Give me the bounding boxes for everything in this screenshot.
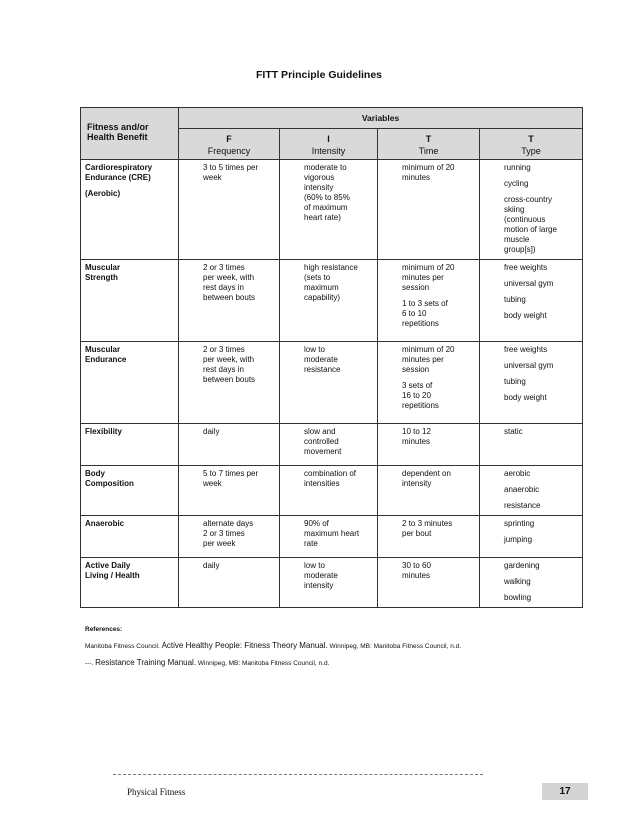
cell-text: (Aerobic) bbox=[85, 189, 121, 198]
reference-title: Active Healthy People: Fitness Theory Manual. bbox=[161, 641, 328, 650]
cell-text: daily bbox=[203, 427, 220, 436]
cell-i bbox=[280, 466, 378, 516]
cell-f bbox=[179, 260, 280, 342]
cell-text: low to moderate intensity bbox=[304, 561, 338, 590]
table-row bbox=[81, 558, 583, 608]
cell-text: high resistance (sets to maximum capability) bbox=[304, 263, 358, 302]
cell-type bbox=[480, 424, 583, 466]
cell-text: sprinting bbox=[504, 519, 535, 528]
column-header bbox=[280, 129, 378, 160]
cell-i bbox=[280, 160, 378, 260]
page-title: FITT Principle Guidelines bbox=[255, 69, 383, 81]
page-number: 17 bbox=[542, 783, 588, 800]
cell-text: alternate days 2 or 3 times per week bbox=[203, 519, 254, 548]
cell-f bbox=[179, 466, 280, 516]
cell-i bbox=[280, 558, 378, 608]
table-row bbox=[81, 342, 583, 424]
column-word: Intensity bbox=[311, 146, 346, 156]
benefit-cell bbox=[81, 466, 179, 516]
cell-text: Muscular Endurance bbox=[85, 345, 127, 364]
column-letter: T bbox=[425, 134, 432, 144]
cell-type bbox=[480, 342, 583, 424]
cell-text: minimum of 20 minutes bbox=[402, 163, 455, 182]
cell-t bbox=[378, 342, 480, 424]
table-row bbox=[81, 160, 583, 260]
cell-text: slow and controlled movement bbox=[304, 427, 342, 456]
table-row bbox=[81, 424, 583, 466]
cell-text: 3 to 5 times per week bbox=[203, 163, 259, 182]
cell-type bbox=[480, 558, 583, 608]
cell-text: universal gym bbox=[504, 279, 554, 288]
cell-text: 3 sets of 16 to 20 repetitions bbox=[402, 381, 439, 410]
reference-publisher: Winnipeg, MB: Manitoba Fitness Council, n.d. bbox=[196, 660, 330, 667]
cell-text: tubing bbox=[504, 377, 526, 386]
reference-1 bbox=[85, 641, 461, 652]
cell-type bbox=[480, 466, 583, 516]
cell-f bbox=[179, 342, 280, 424]
cell-text: Anaerobic bbox=[85, 519, 125, 528]
cell-text: running bbox=[504, 163, 531, 172]
cell-type bbox=[480, 516, 583, 558]
cell-text: 2 or 3 times per week, with rest days in between bouts bbox=[203, 263, 256, 302]
cell-f bbox=[179, 160, 280, 260]
cell-text: low to moderate resistance bbox=[304, 345, 341, 374]
reference-publisher: Winnipeg, MB: Manitoba Fitness Council, n.d. bbox=[327, 643, 462, 650]
benefit-header: Fitness and/or Health Benefit bbox=[81, 108, 179, 160]
reference-title: Resistance Training Manual. bbox=[95, 658, 197, 667]
column-word: Type bbox=[521, 146, 541, 156]
cell-text: 90% of maximum heart rate bbox=[304, 519, 360, 548]
cell-text: moderate to vigorous intensity (60% to 85% of maximum heart rate) bbox=[304, 163, 350, 222]
footer-label: Physical Fitness bbox=[127, 787, 186, 797]
cell-i bbox=[280, 424, 378, 466]
column-header bbox=[378, 129, 480, 160]
cell-type bbox=[480, 160, 583, 260]
cell-text: aerobic bbox=[504, 469, 531, 478]
reference-author: Manitoba Fitness Council. bbox=[85, 643, 162, 650]
table-body bbox=[81, 160, 583, 608]
table-row bbox=[81, 516, 583, 558]
cell-text: Muscular Strength bbox=[85, 263, 121, 282]
cell-text: cross-country skiing (continuous motion of large muscle group[s]) bbox=[504, 195, 557, 254]
cell-text: Active Daily Living / Health bbox=[85, 561, 140, 580]
column-word: Time bbox=[418, 146, 439, 156]
cell-text: 1 to 3 sets of 6 to 10 repetitions bbox=[402, 299, 448, 328]
cell-text: dependent on intensity bbox=[402, 469, 451, 488]
cell-text: 30 to 60 minutes bbox=[402, 561, 431, 580]
cell-text: walking bbox=[504, 577, 531, 586]
cell-text: universal gym bbox=[504, 361, 554, 370]
cell-text: gardening bbox=[504, 561, 540, 570]
cell-t bbox=[378, 160, 480, 260]
benefit-cell bbox=[81, 516, 179, 558]
cell-text: combination of intensities bbox=[304, 469, 357, 488]
cell-text: free weights bbox=[504, 263, 548, 272]
cell-text: 2 to 3 minutes per bout bbox=[402, 519, 453, 538]
column-header bbox=[179, 129, 280, 160]
benefit-cell bbox=[81, 342, 179, 424]
cell-f bbox=[179, 424, 280, 466]
cell-text: 10 to 12 minutes bbox=[402, 427, 431, 446]
cell-text: resistance bbox=[504, 501, 541, 510]
cell-i bbox=[280, 342, 378, 424]
cell-text: minimum of 20 minutes per session bbox=[402, 345, 455, 374]
references-heading: References: bbox=[85, 626, 123, 633]
cell-text: jumping bbox=[504, 535, 533, 544]
reference-2 bbox=[85, 658, 461, 669]
benefit-cell bbox=[81, 160, 179, 260]
variables-header: Variables bbox=[179, 108, 583, 129]
cell-t bbox=[378, 516, 480, 558]
cell-t bbox=[378, 424, 480, 466]
cell-text: Cardiorespiratory Endurance (CRE) bbox=[85, 163, 153, 182]
cell-text: tubing bbox=[504, 295, 526, 304]
cell-text: body weight bbox=[504, 311, 547, 320]
cell-t bbox=[378, 260, 480, 342]
cell-text: anaerobic bbox=[504, 485, 540, 494]
cell-type bbox=[480, 260, 583, 342]
cell-text: cycling bbox=[504, 179, 529, 188]
cell-text: minimum of 20 minutes per session bbox=[402, 263, 455, 292]
cell-text: bowling bbox=[504, 593, 532, 602]
cell-text: static bbox=[504, 427, 523, 436]
footer-divider bbox=[113, 774, 483, 775]
cell-text: body weight bbox=[504, 393, 547, 402]
benefit-cell bbox=[81, 424, 179, 466]
column-header bbox=[480, 129, 583, 160]
column-letter: T bbox=[528, 134, 534, 144]
benefit-cell bbox=[81, 260, 179, 342]
column-word: Frequency bbox=[207, 146, 251, 156]
cell-f bbox=[179, 516, 280, 558]
references bbox=[85, 625, 461, 669]
cell-text: 5 to 7 times per week bbox=[203, 469, 259, 488]
cell-i bbox=[280, 516, 378, 558]
benefit-cell bbox=[81, 558, 179, 608]
cell-t bbox=[378, 466, 480, 516]
cell-f bbox=[179, 558, 280, 608]
column-letter: F bbox=[226, 134, 232, 144]
fitt-table bbox=[80, 107, 583, 608]
reference-author: ---. bbox=[85, 660, 96, 667]
cell-t bbox=[378, 558, 480, 608]
cell-text: daily bbox=[203, 561, 220, 570]
table-row bbox=[81, 260, 583, 342]
table-row bbox=[81, 466, 583, 516]
cell-text: free weights bbox=[504, 345, 548, 354]
cell-text: Body Composition bbox=[85, 469, 134, 488]
cell-text: 2 or 3 times per week, with rest days in between bouts bbox=[203, 345, 256, 384]
cell-i bbox=[280, 260, 378, 342]
cell-text: Flexibility bbox=[85, 427, 122, 436]
column-letter: I bbox=[327, 134, 330, 144]
